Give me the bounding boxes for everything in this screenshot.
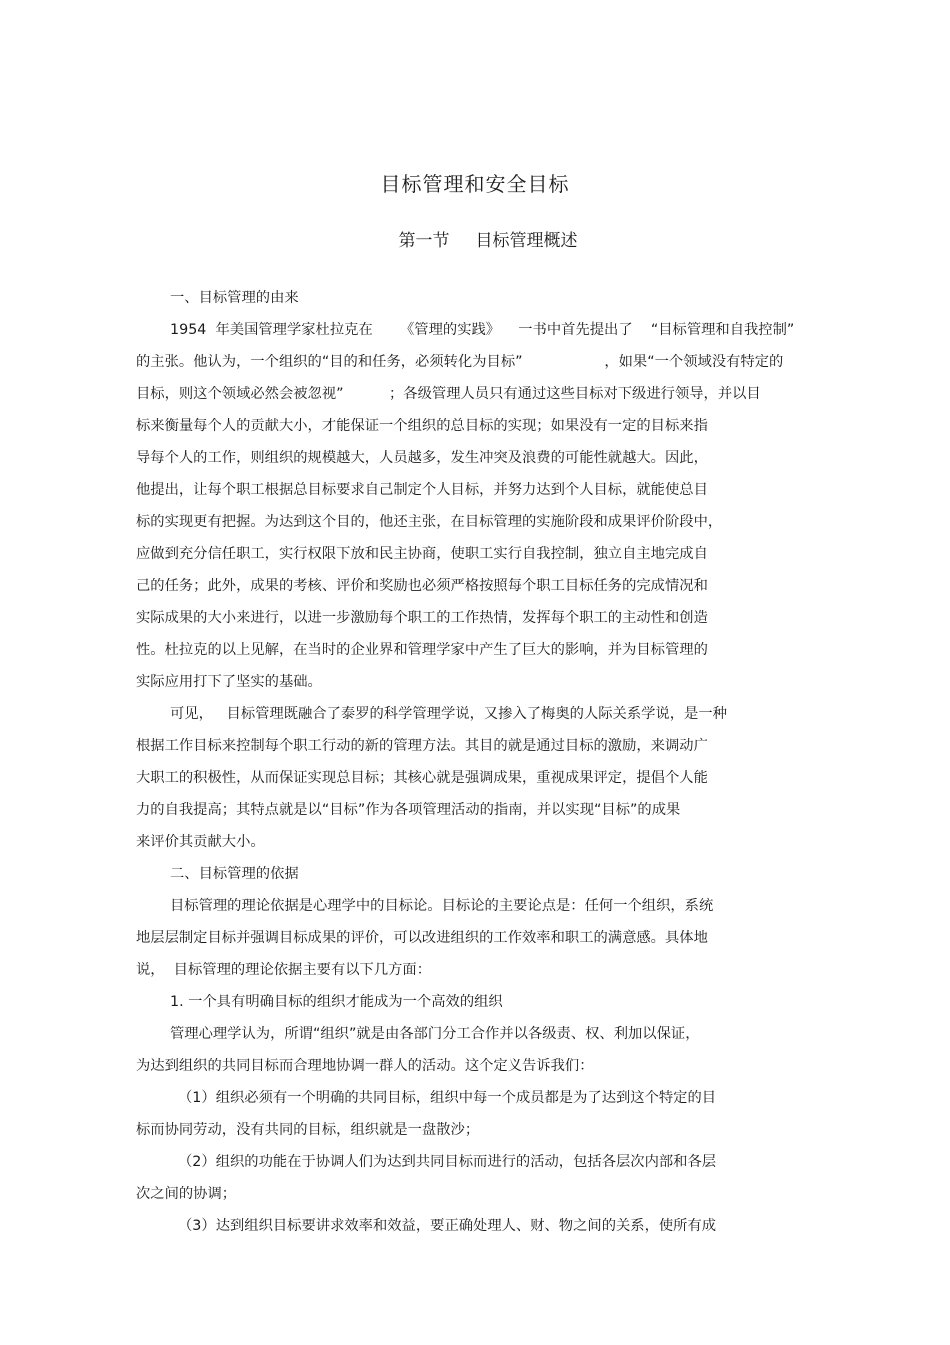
paragraph-line: 目标管理的理论依据是心理学中的目标论。目标论的主要论点是：任何一个组织，系统 [170,898,714,914]
paragraph-line: 1954 年美国管理学家杜拉克在 《管理的实践》 一书中首先提出了 “目标管理和自我控制” [170,322,795,338]
list-item: （1）组织必须有一个明确的共同目标，组织中每一个成员都是为了达到这个特定的目 [178,1090,717,1106]
section-title: 目标管理概述 [475,231,578,251]
paragraph-line: 次之间的协调； [136,1186,237,1202]
paragraph-line: 性。杜拉克的以上见解，在当时的企业界和管理学家中产生了巨大的影响，并为目标管理的 [136,642,708,658]
paragraph-line: 标来衡量每个人的贡献大小，才能保证一个组织的总目标的实现；如果没有一定的目标来指 [136,418,708,434]
paragraph-line: 管理心理学认为，所谓“组织”就是由各部门分工合作并以各级责、权、利加以保证， [170,1026,700,1042]
section-label: 第一节 [398,231,450,251]
section-heading [0,226,950,251]
paragraph-line: 力的自我提高；其特点就是以“目标”作为各项管理活动的指南，并以实现“目标”的成果 [136,802,681,818]
paragraph-line: 应做到充分信任职工，实行权限下放和民主协商，使职工实行自我控制，独立自主地完成自 [136,546,708,562]
paragraph-line: 标而协同劳动，没有共同的目标，组织就是一盘散沙； [136,1122,480,1138]
paragraph-line: 可见， 目标管理既融合了泰罗的科学管理学说，又掺入了梅奥的人际关系学说，是一种 [170,706,727,722]
paragraph-line: 他提出，让每个职工根据总目标要求自己制定个人目标，并努力达到个人目标，就能使总目 [136,482,708,498]
paragraph-line: 导每个人的工作，则组织的规模越大，人员越多，发生冲突及浪费的可能性就越大。因此， [136,450,708,466]
paragraph-line: 实际成果的大小来进行，以进一步激励每个职工的工作热情，发挥每个职工的主动性和创造 [136,610,708,626]
paragraph-line: 为达到组织的共同目标而合理地协调一群人的活动。这个定义告诉我们： [136,1058,594,1074]
document-title: 目标管理和安全目标 [380,172,570,196]
paragraph-line: 来评价其贡献大小。 [136,834,265,850]
list-item: （2）组织的功能在于协调人们为达到共同目标而进行的活动，包括各层次内部和各层 [178,1154,717,1170]
paragraph-line: 实际应用打下了坚实的基础。 [136,674,322,690]
paragraph-line: 地层层制定目标并强调目标成果的评价，可以改进组织的工作效率和职工的满意感。具体地 [136,930,708,946]
paragraph-line: 目标，则这个领域必然会被忽视” ；各级管理人员只有通过这些目标对下级进行领导，并以目 [136,386,761,402]
heading-basis: 二、目标管理的依据 [170,866,299,882]
list-item: （3）达到组织目标要讲求效率和效益，要正确处理人、财、物之间的关系，使所有成 [178,1218,717,1234]
paragraph-line: 标的实现更有把握。为达到这个目的，他还主张，在目标管理的实施阶段和成果评价阶段中， [136,514,723,530]
paragraph-line: 的主张。他认为，一个组织的“目的和任务，必须转化为目标” ，如果“一个领域没有特定的 [136,354,784,370]
paragraph-line: 己的任务；此外，成果的考核、评价和奖励也必须严格按照每个职工目标任务的完成情况和 [136,578,708,594]
paragraph-line: 说， 目标管理的理论依据主要有以下几方面： [136,962,432,978]
heading-origin: 一、目标管理的由来 [170,290,299,306]
paragraph-line: 大职工的积极性，从而保证实现总目标；其核心就是强调成果，重视成果评定，提倡个人能 [136,770,708,786]
subheading-1: 1. 一个具有明确目标的组织才能成为一个高效的组织 [170,994,503,1010]
paragraph-line: 根据工作目标来控制每个职工行动的新的管理方法。其目的就是通过目标的激励，来调动广 [136,738,708,754]
